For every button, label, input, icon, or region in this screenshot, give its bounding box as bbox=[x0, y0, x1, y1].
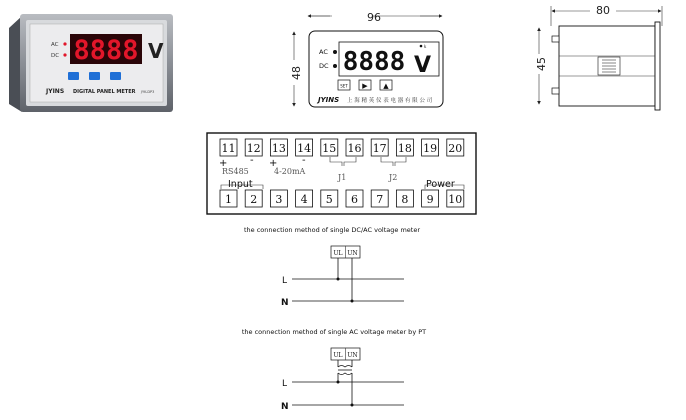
power-label: Power bbox=[426, 179, 455, 190]
bottom-terminal-number: 6 bbox=[351, 193, 358, 206]
top-terminal-number: 19 bbox=[423, 142, 438, 155]
j1-label: J1 bbox=[338, 173, 347, 182]
diagram1-line-label: L bbox=[282, 276, 288, 286]
photo-brand: JYINS bbox=[46, 88, 65, 95]
diagram2-line-label: L bbox=[282, 379, 288, 389]
meter-photo bbox=[9, 14, 173, 112]
bottom-terminal-number: 3 bbox=[275, 193, 283, 206]
top-terminal-number: 13 bbox=[271, 142, 286, 155]
photo-unit-label: V bbox=[148, 39, 164, 63]
rs485-minus: - bbox=[250, 155, 254, 166]
top-terminal-number: 15 bbox=[322, 142, 337, 155]
bottom-terminal-number: 4 bbox=[300, 193, 308, 206]
bottom-terminal-number: 2 bbox=[250, 193, 258, 206]
diagram2-terminal-ul: UL bbox=[333, 352, 343, 359]
diagram1-caption: the connection method of single DC/AC voltage meter bbox=[244, 226, 420, 234]
svg-text:k: k bbox=[424, 44, 427, 49]
top-terminal-number: 14 bbox=[297, 142, 312, 155]
photo-shift-button bbox=[89, 72, 100, 80]
front-set-button-label: SET bbox=[340, 83, 348, 89]
bottom-terminal-number: 8 bbox=[401, 193, 409, 206]
front-unit-label: V bbox=[414, 53, 432, 78]
wiring-diagram-dc-ac bbox=[244, 226, 420, 308]
front-height-dimension: 48 bbox=[290, 66, 303, 80]
front-ac-indicator: AC bbox=[319, 48, 328, 56]
photo-model-title: DIGITAL PANEL METER bbox=[73, 89, 136, 95]
bottom-terminal-number: 5 bbox=[325, 193, 333, 206]
photo-up-button bbox=[110, 72, 121, 80]
rs485-plus: + bbox=[219, 158, 228, 169]
bottom-terminal-number: 10 bbox=[448, 193, 463, 206]
photo-ac-indicator: AC bbox=[51, 42, 59, 48]
side-drawing bbox=[535, 4, 662, 110]
diagram2-terminal-un: UN bbox=[347, 352, 358, 359]
j2-label: J2 bbox=[389, 173, 398, 182]
top-terminal-number: 18 bbox=[397, 142, 412, 155]
top-terminal-number: 20 bbox=[448, 142, 463, 155]
front-display-digits: 8888 bbox=[342, 47, 406, 77]
front-company-text: 上 海 精 英 仪 表 电 器 有 限 公 司 bbox=[347, 98, 433, 104]
rs485-label: RS485 bbox=[222, 167, 249, 176]
diagram1-terminal-ul: UL bbox=[333, 250, 343, 257]
diagram2-caption: the connection method of single AC voltage meter by PT bbox=[241, 328, 427, 336]
terminal-block bbox=[207, 133, 476, 214]
front-width-dimension: 96 bbox=[367, 11, 381, 24]
wiring-diagram-pt bbox=[242, 328, 426, 412]
photo-set-button bbox=[68, 72, 79, 80]
bottom-terminal-number: 9 bbox=[426, 193, 434, 206]
top-terminal-number: 17 bbox=[372, 142, 387, 155]
diagram2-neutral-label: N bbox=[281, 402, 289, 412]
diagram1-neutral-label: N bbox=[281, 298, 289, 308]
front-dc-indicator: DC bbox=[319, 62, 329, 70]
bottom-terminal-number: 1 bbox=[225, 193, 232, 206]
current-plus: + bbox=[269, 158, 278, 169]
photo-dc-indicator: DC bbox=[51, 53, 60, 59]
side-height-dimension: 45 bbox=[535, 57, 548, 71]
input-label: Input bbox=[228, 179, 253, 190]
front-drawing bbox=[290, 11, 443, 107]
current-minus: - bbox=[302, 155, 306, 166]
top-terminal-number: 11 bbox=[221, 142, 236, 155]
front-up-button-label: ▲ bbox=[383, 82, 389, 90]
front-shift-button-label: ▶ bbox=[362, 82, 368, 90]
side-depth-dimension: 80 bbox=[596, 4, 610, 17]
diagram1-terminal-un: UN bbox=[347, 250, 358, 257]
top-terminal-number: 16 bbox=[347, 142, 362, 155]
current-output-label: 4-20mA bbox=[274, 167, 306, 176]
photo-display-digits: 8888 bbox=[73, 35, 139, 66]
front-brand: JYINS bbox=[318, 96, 340, 104]
top-terminal-number: 12 bbox=[246, 142, 261, 155]
photo-model-code: JYK-DP3 bbox=[141, 90, 155, 94]
bottom-terminal-number: 7 bbox=[376, 193, 384, 206]
